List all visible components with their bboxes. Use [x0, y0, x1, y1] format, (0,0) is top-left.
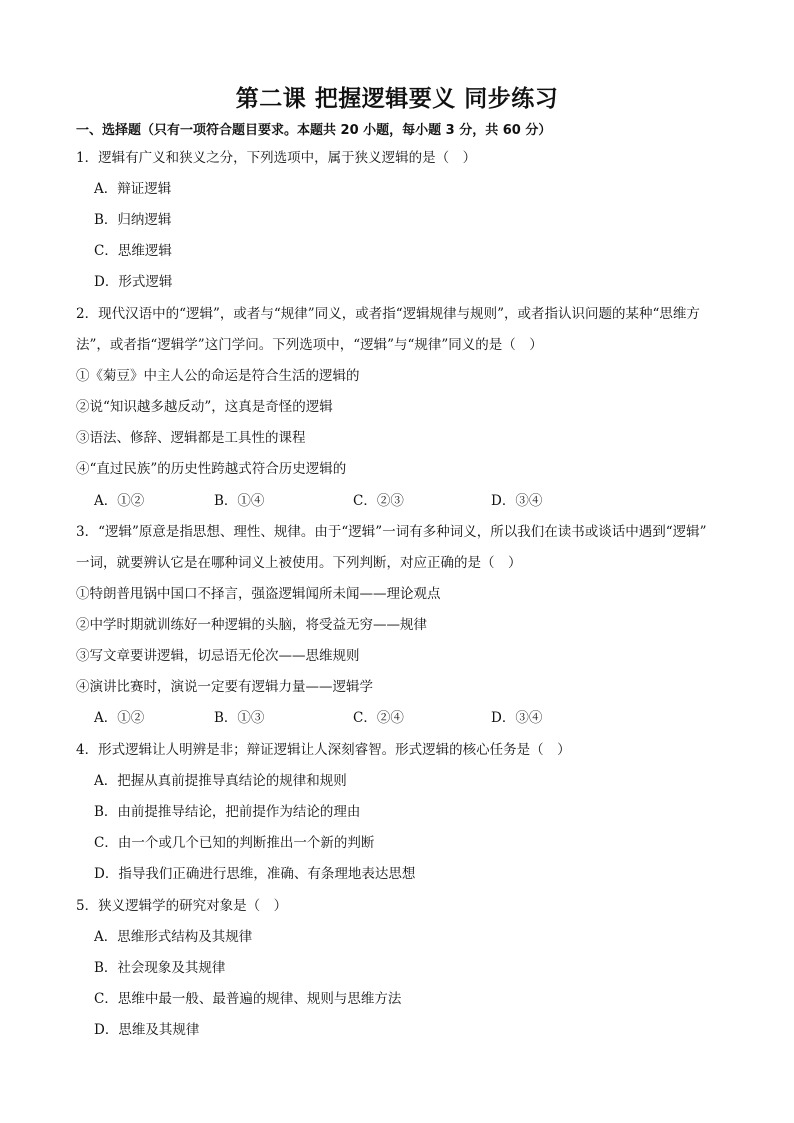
question-5-option-c: C．思维中最一般、最普遍的规律、规则与思维方法: [94, 991, 402, 1007]
question-4-stem: 4．形式逻辑让人明辨是非；辩证逻辑让人深刻睿智。形式逻辑的核心任务是（ ）: [76, 742, 571, 758]
question-1-stem: 1．逻辑有广义和狭义之分，下列选项中，属于狭义逻辑的是（ ）: [76, 150, 477, 166]
question-3-item-3: ③写文章要讲逻辑，切忌语无伦次——思维规则: [76, 648, 360, 664]
question-3-option-d: D．③④: [491, 710, 543, 726]
question-2-item-2: ②说“知识越多越反动”，这真是奇怪的逻辑: [76, 399, 333, 415]
question-2-stem-line1: 2．现代汉语中的“逻辑”，或者与“规律”同义，或者指“逻辑规律与规则”，或者指认识问题的某种“思维方: [76, 306, 700, 322]
question-4-option-d: D．指导我们正确进行思维，准确、有条理地表达思想: [94, 866, 416, 882]
question-3-item-4: ④演讲比赛时，演说一定要有逻辑力量——逻辑学: [76, 679, 373, 695]
question-4-option-c: C．由一个或几个已知的判断推出一个新的判断: [94, 835, 375, 851]
question-3-option-b: B．①③: [214, 710, 265, 726]
question-3-stem-line2: 一词，就要辨认它是在哪种词义上被使用。下列判断，对应正确的是（ ）: [76, 555, 522, 571]
question-2-item-1: ①《菊豆》中主人公的命运是符合生活的逻辑的: [76, 368, 360, 384]
question-3-options-row: [94, 708, 574, 728]
page-title: 第二课 把握逻辑要义 同步练习: [235, 86, 559, 112]
question-1-option-a: A．辩证逻辑: [94, 181, 172, 197]
question-4-option-b: B．由前提推导结论，把前提作为结论的理由: [94, 804, 361, 820]
question-3-option-c: C．②④: [353, 710, 404, 726]
question-1-option-c: C．思维逻辑: [94, 243, 172, 259]
question-1-option-b: B．归纳逻辑: [94, 212, 172, 228]
question-2-item-3: ③语法、修辞、逻辑都是工具性的课程: [76, 430, 306, 446]
question-2-item-4: ④“直过民族”的历史性跨越式符合历史逻辑的: [76, 461, 347, 477]
question-2-option-d: D．③④: [491, 493, 543, 509]
question-2-stem-line2: 法”，或者指“逻辑学”这门学问。下列选项中，“逻辑”与“规律”同义的是（ ）: [76, 337, 543, 353]
question-3-option-a: A．①②: [94, 710, 145, 726]
question-5-option-a: A．思维形式结构及其规律: [94, 929, 253, 945]
question-2-options-row: [94, 491, 574, 511]
question-2-option-b: B．①④: [214, 493, 265, 509]
question-1-option-d: D．形式逻辑: [94, 274, 173, 290]
question-2-option-a: A．①②: [94, 493, 145, 509]
question-5-option-b: B．社会现象及其规律: [94, 960, 226, 976]
question-3-stem-line1: 3．“逻辑”原意是指思想、理性、规律。由于“逻辑”一词有多种词义，所以我们在读书或谈话中遇到“逻辑”: [76, 524, 707, 540]
question-4-option-a: A．把握从真前提推导真结论的规律和规则: [94, 773, 347, 789]
question-3-item-2: ②中学时期就训练好一种逻辑的头脑，将受益无穷——规律: [76, 617, 427, 633]
question-3-item-1: ①特朗普甩锅中国口不择言，强盗逻辑闻所未闻——理论观点: [76, 586, 441, 602]
question-2-option-c: C．②③: [353, 493, 404, 509]
question-5-stem: 5．狭义逻辑学的研究对象是（ ）: [76, 898, 288, 914]
question-5-option-d: D．思维及其规律: [94, 1022, 200, 1038]
section-heading: 一、选择题（只有一项符合题目要求。本题共 20 小题，每小题 3 分，共 60 分）: [76, 123, 552, 138]
